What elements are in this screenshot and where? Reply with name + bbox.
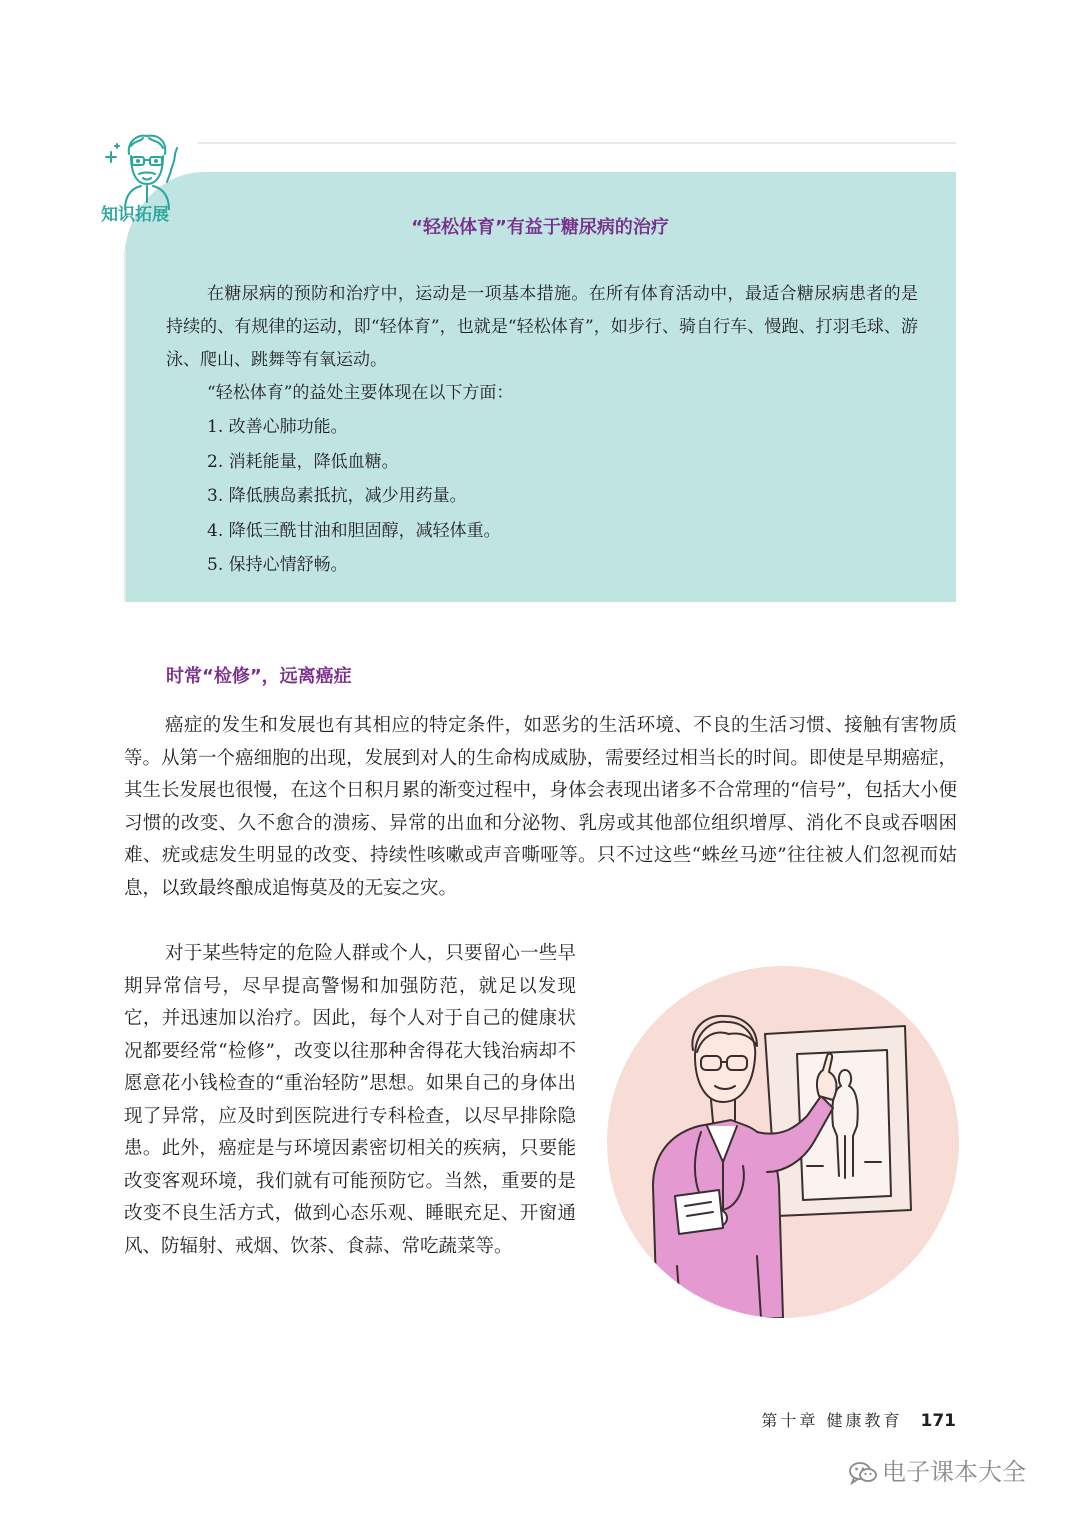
watermark [848, 1452, 1026, 1487]
box-paragraph: 在糖尿病的预防和治疗中，运动是一项基本措施。在所有体育活动中，最适合糖尿病患者的是持续的、有规律的运动，即“轻体育”，也就是“轻松体育”，如步行、骑自行车、慢跑、打羽毛球、游泳、爬山、跳舞等有氧运动。 [166, 284, 918, 370]
box-top-rule [198, 142, 956, 144]
benefit-list [207, 410, 501, 583]
page-number: 171 [920, 1411, 956, 1431]
section-paragraph-1: 癌症的发生和发展也有其相应的特定条件，如恶劣的生活环境、不良的生活习惯、接触有害物质等。从第一个癌细胞的出现，发展到对人的生命构成威胁，需要经过相当长的时间。即使是早期癌症，其生长发展也很慢，在这个日积月累的渐变过程中，身体会表现出诸多不合常理的“信号”，包括大小便习惯的改变、久不愈合的溃疡、异常的出血和分泌物、乳房或其他部位组织增厚、消化不良或吞咽困难、疣或痣发生明显的改变、持续性咳嗽或声音嘶哑等。只不过这些“蛛丝马迹”往往被人们忽视而姑息，以致最终酿成追悔莫及的无妄之灾。 [124, 715, 957, 899]
wechat-icon [848, 1460, 878, 1486]
list-item: 4. 降低三酰甘油和胆固醇，减轻体重。 [207, 520, 501, 541]
list-item: 5. 保持心情舒畅。 [207, 555, 348, 575]
chapter-label: 第十章 健康教育 [761, 1411, 903, 1430]
knowledge-badge: 知识拓展 [101, 205, 169, 225]
list-item: 3. 降低胰岛素抵抗，减少用药量。 [207, 486, 467, 506]
doctor-xray-illustration [607, 966, 959, 1318]
watermark-text: 电子课本大全 [882, 1458, 1026, 1486]
box-lead: “轻松体育”的益处主要体现在以下方面： [207, 383, 514, 403]
page-footer [761, 1408, 956, 1431]
list-item: 1. 改善心肺功能。 [207, 417, 348, 437]
section-paragraph-2: 对于某些特定的危险人群或个人，只要留心一些早期异常信号，尽早提高警惕和加强防范，就足以发现它，并迅速加以治疗。因此，每个人对于自己的健康状况都要经常“检修”，改变以往那种舍得花大钱治病却不愿意花小钱检查的“重治轻防”思想。如果自己的身体出现了异常，应及时到医院进行专科检查，以尽早排除隐患。此外，癌症是与环境因素密切相关的疾病，只要能改变客观环境，我们就有可能预防它。当然，重要的是改变不良生活方式，做到心态乐观、睡眠充足、开窗通风、防辐射、戒烟、饮茶、食蒜、常吃蔬菜等。 [124, 943, 576, 1257]
list-item: 2. 消耗能量，降低血糖。 [207, 451, 399, 472]
section-heading: 时常“检修”，远离癌症 [166, 666, 352, 687]
doctor-mascot-icon [101, 130, 187, 210]
box-left-rule [124, 250, 126, 602]
box-title: “轻松体育”有益于糖尿病的治疗 [411, 217, 669, 238]
